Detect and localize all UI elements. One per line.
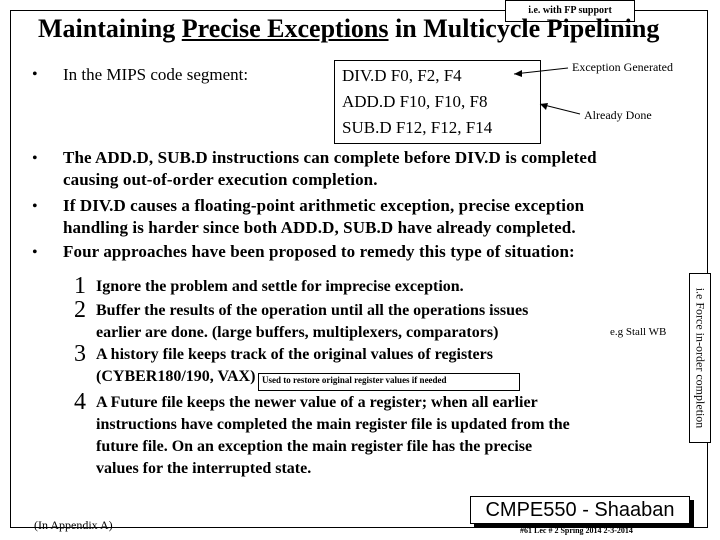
- appendix-note: (In Appendix A): [34, 518, 113, 532]
- approach-note: e.g Stall WB: [610, 326, 667, 338]
- title-pre: Maintaining: [38, 14, 182, 43]
- bullet-dot: •: [32, 150, 38, 167]
- approach-text: (CYBER180/190, VAX): [96, 368, 256, 385]
- slide-footnote: #61 Lec # 2 Spring 2014 2-3-2014: [520, 526, 633, 535]
- code-line: DIV.D F0, F2, F4: [342, 66, 462, 85]
- top-note: i.e. with FP support: [505, 0, 635, 22]
- approach-text: A Future file keeps the newer value of a register; when all earlier: [96, 394, 538, 411]
- approach-number: 3: [74, 341, 86, 367]
- approach-number: 4: [74, 389, 86, 415]
- callout-done: Already Done: [584, 108, 652, 122]
- bullet-text: The ADD.D, SUB.D instructions can complete before DIV.D is completed: [63, 148, 597, 167]
- bullet-dot: •: [32, 244, 38, 261]
- approach-text: values for the interrupted state.: [96, 460, 312, 477]
- bullet-dot: •: [32, 66, 38, 83]
- code-line: ADD.D F10, F10, F8: [342, 92, 488, 111]
- course-badge: CMPE550 - Shaaban: [470, 496, 690, 524]
- bullet-dot: •: [32, 198, 38, 215]
- side-note: i.e Force in-order completion: [693, 287, 708, 429]
- bullet-text: If DIV.D causes a floating-point arithmetic exception, precise exception: [63, 196, 585, 215]
- approach-note: Used to restore original register values if needed: [262, 375, 447, 385]
- approach-number: 2: [74, 297, 86, 323]
- callout-exception: Exception Generated: [572, 60, 673, 74]
- bullet-text: Four approaches have been proposed to remedy this type of situation:: [63, 242, 575, 261]
- code-intro: In the MIPS code segment:: [63, 65, 249, 84]
- title-post: in Multicycle Pipelining: [388, 14, 660, 43]
- approach-text: earlier are done. (large buffers, multiplexers, comparators): [96, 324, 499, 341]
- bullet-text: handling is harder since both ADD.D, SUB.D have already completed.: [63, 218, 576, 237]
- approach-text: Buffer the results of the operation until all the operations issues: [96, 302, 529, 319]
- approach-text: A history file keeps track of the original values of registers: [96, 346, 493, 363]
- approach-text: future file. On an exception the main register file has the precise: [96, 438, 533, 455]
- approach-number: 1: [74, 273, 86, 299]
- approach-text: Ignore the problem and settle for imprecise exception.: [96, 278, 464, 295]
- side-note-box: [689, 273, 711, 443]
- code-line: SUB.D F12, F12, F14: [342, 118, 493, 137]
- title-underlined: Precise Exceptions: [181, 14, 389, 43]
- bullet-text: causing out-of-order execution completion.: [63, 170, 378, 189]
- approach-text: instructions have completed the main register file is updated from the: [96, 416, 570, 433]
